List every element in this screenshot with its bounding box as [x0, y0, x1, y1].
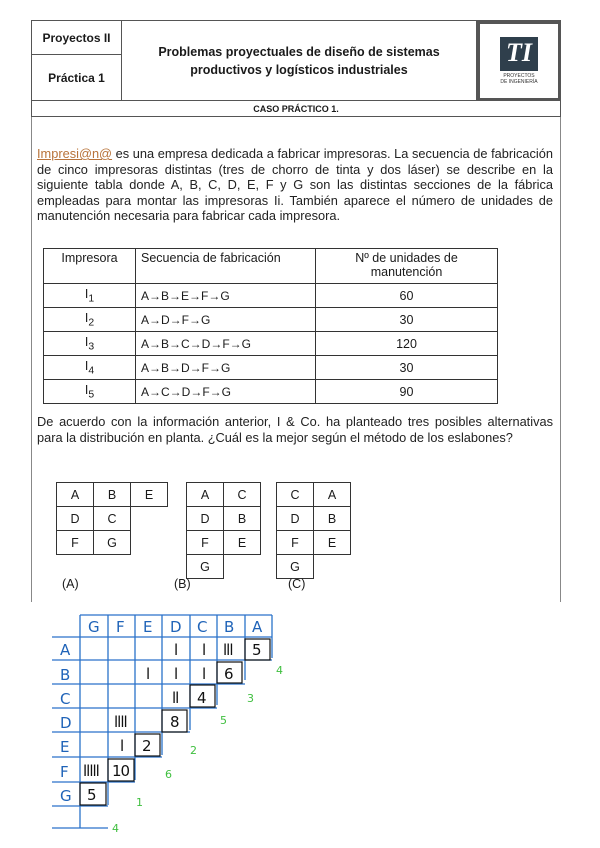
row-header: C [60, 690, 71, 708]
table-row [44, 284, 498, 308]
layout-cell: A [186, 482, 224, 507]
link-total: 8 [170, 713, 179, 731]
link-total: 10 [112, 762, 130, 780]
row-header: G [60, 787, 72, 805]
logo [477, 21, 561, 101]
adjacency-total: 5 [220, 714, 227, 727]
layout-cell: A [56, 482, 94, 507]
row-header: D [60, 714, 72, 732]
col-header: C [197, 618, 208, 636]
table-row [44, 356, 498, 380]
row-header: A [60, 641, 71, 659]
col-header: F [116, 618, 125, 636]
units-cell: 30 [316, 308, 498, 332]
left-border [31, 117, 32, 602]
layout-caption: (C) [288, 577, 306, 591]
layout-cell: E [313, 530, 351, 555]
layout-cell: B [223, 506, 261, 531]
sequence-cell: A→B→E→F→G [136, 284, 316, 308]
adjacency-total: 6 [165, 768, 172, 781]
col-header: B [224, 618, 235, 636]
sequence-cell: A→D→F→G [136, 308, 316, 332]
col-header: D [170, 618, 182, 636]
intro-text: es una empresa dedicada a fabricar impresoras. La secuencia de fabricación de cinco impresoras distintas (tres de chorro de tinta y dos láser) se describe en la siguiente tabla donde A, B, C, D, E, F y G son las distintas secciones de la fábrica empleadas para montar las impresoras Ii. También aparece el número de unidades de manutención necesaria para fabricar cada impresora. [37, 146, 553, 224]
intro-paragraph [37, 146, 553, 224]
practice-number: Práctica 1 [32, 55, 122, 101]
right-border [560, 117, 561, 602]
sequence-cell: A→B→D→F→G [136, 356, 316, 380]
layout-cell: C [276, 482, 314, 507]
adjacency-total: 2 [190, 744, 197, 757]
col-header: G [88, 618, 100, 636]
layout-cell: G [276, 554, 314, 579]
company-link[interactable]: Impresi@n@ [37, 146, 113, 161]
units-cell: 60 [316, 284, 498, 308]
tally-mark: l [202, 665, 206, 683]
table-header-row [44, 249, 498, 284]
layout-cell: C [93, 506, 131, 531]
printer-cell: $I_2$ [44, 308, 136, 332]
link-total: 6 [224, 665, 233, 683]
col-header-sequence: Secuencia de fabricación [136, 249, 316, 284]
printer-cell: $I_3$ [44, 332, 136, 356]
divider [31, 116, 561, 117]
units-cell: 90 [316, 380, 498, 404]
tally-mark: l [120, 737, 124, 755]
printer-cell: $I_4$ [44, 356, 136, 380]
case-title: CASO PRÁCTICO 1. [31, 101, 561, 117]
tally-mark: l [202, 641, 206, 659]
tally-mark: l [174, 665, 178, 683]
course-name: Proyectos II [32, 21, 122, 55]
layout-cell: F [56, 530, 94, 555]
logo-caption-line2: DE INGENIERÍA [500, 79, 538, 85]
tally-mark: l [174, 641, 178, 659]
link-total: 5 [87, 786, 96, 804]
col-header: A [252, 618, 263, 636]
logo-icon [500, 37, 538, 71]
layout-cell: C [223, 482, 261, 507]
table-row [44, 332, 498, 356]
table-row [44, 380, 498, 404]
layout-cell: B [93, 482, 131, 507]
document-title: Problemas proyectuales de diseño de sistemas productivos y logísticos industriales [122, 21, 477, 101]
handwritten-link-matrix [0, 600, 600, 848]
layout-caption: (A) [62, 577, 79, 591]
link-total: 4 [197, 689, 206, 707]
logo-caption-line1: PROYECTOS [503, 73, 535, 79]
layout-cell: G [93, 530, 131, 555]
adjacency-total: 4 [276, 664, 283, 677]
matrix-grid [0, 600, 600, 848]
col-header-printer: Impresora [44, 249, 136, 284]
layout-cell: F [276, 530, 314, 555]
sequence-cell: A→C→D→F→G [136, 380, 316, 404]
tally-mark: llll [114, 713, 127, 731]
link-total: 2 [142, 737, 151, 755]
units-cell: 120 [316, 332, 498, 356]
printer-cell: $I_5$ [44, 380, 136, 404]
row-header: E [60, 738, 70, 756]
layout-cell: D [186, 506, 224, 531]
col-header-units: Nº de unidades de manutención [316, 249, 498, 284]
sequence-cell: A→B→C→D→F→G [136, 332, 316, 356]
tally-mark: ll [172, 689, 179, 707]
logo-caption [500, 73, 537, 85]
layout-cell: E [223, 530, 261, 555]
layout-cell: D [276, 506, 314, 531]
question-paragraph: De acuerdo con la información anterior, I & Co. ha planteado tres posibles alternativas para la distribución en planta. ¿Cuál es la mejor según el método de los eslabones? [37, 414, 553, 445]
adjacency-total: 4 [112, 822, 119, 835]
tally-mark: lllll [83, 762, 99, 780]
col-header: E [143, 618, 153, 636]
layout-caption: (B) [174, 577, 191, 591]
tally-mark: l [146, 665, 150, 683]
row-header: B [60, 666, 71, 684]
printer-cell: $I_1$ [44, 284, 136, 308]
sequence-table [43, 248, 498, 404]
row-header: F [60, 763, 69, 781]
layout-cell: A [313, 482, 351, 507]
adjacency-total: 3 [247, 692, 254, 705]
tally-mark: lll [223, 641, 233, 659]
units-cell: 30 [316, 356, 498, 380]
adjacency-total: 1 [136, 796, 143, 809]
layout-cell: F [186, 530, 224, 555]
layout-cell: G [186, 554, 224, 579]
layout-cell: E [130, 482, 168, 507]
table-row [44, 308, 498, 332]
logo-mark: TI [506, 38, 532, 67]
link-total: 5 [252, 641, 261, 659]
layout-cell: B [313, 506, 351, 531]
document-header [31, 20, 561, 101]
layout-cell: D [56, 506, 94, 531]
